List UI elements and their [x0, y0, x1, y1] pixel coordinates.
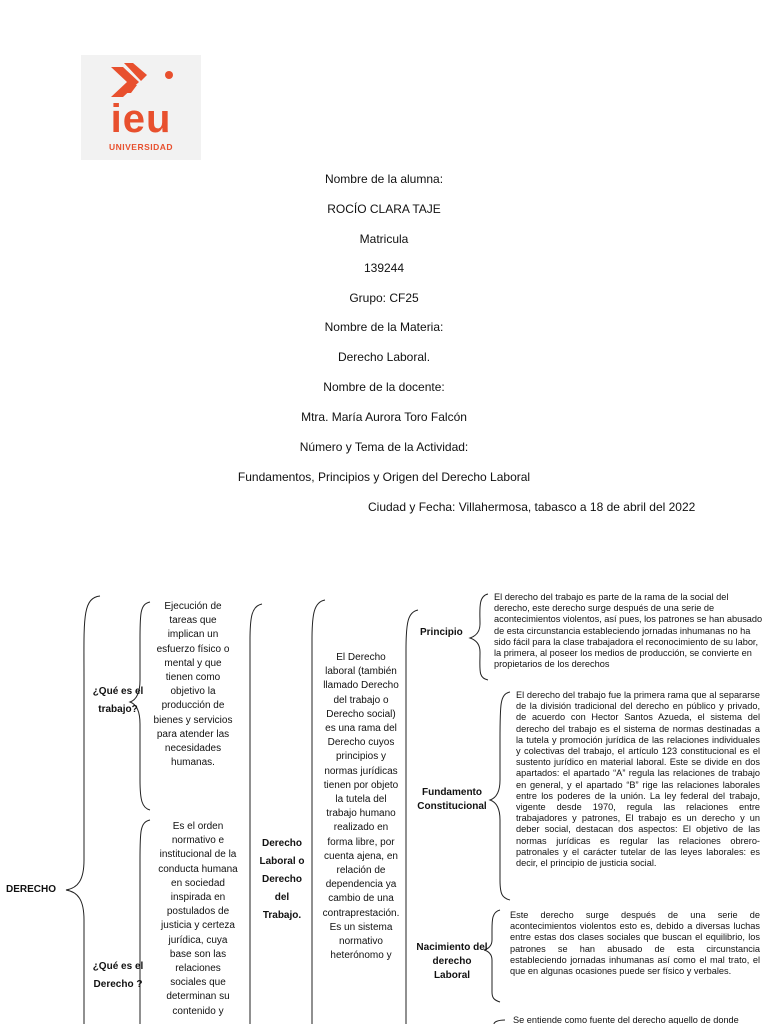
activity-label: Número y Tema de la Actividad: [299, 440, 469, 454]
fundamento-label: Fundamento Constitucional [417, 787, 487, 813]
id-label: Matricula [359, 232, 409, 246]
nacimiento-text: Este derecho surge después de una serie de acontecimientos violentos esto es, debido a diversas luchas entre estas dos clases sociales que buscan el equilibrio, los patrones se han abusado de esta circunstancia estableciendo jornadas inhumanas así como el mal trato, el que en algunas ocasiones puede ser físico y verbales. [510, 910, 760, 977]
principio-brace [470, 594, 488, 680]
city-date: Ciudad y Fecha: Villahermosa, tabasco a 18 de abril del 2022 [368, 500, 696, 514]
labor-outer-brace [250, 604, 262, 1024]
q1-label: ¿Qué es el trabajo? [92, 686, 144, 715]
root-label: DERECHO [6, 884, 57, 895]
fuente-brace [494, 1020, 505, 1024]
labor-title: Derecho Laboral o Derecho del Trabajo. [259, 838, 305, 921]
activity-name: Fundamentos, Principios y Origen del Derecho Laboral [237, 470, 531, 484]
nacimiento-label: Nacimiento del derecho Laboral [416, 942, 488, 982]
student-name: ROCÍO CLARA TAJE [327, 202, 441, 216]
labor-definition: El Derecho laboral (también llamado Derecho del trabajo o Derecho social) es una rama del Derecho cuyos principios y normas jurídicas tienen por objeto la tutela del trabajo humano realizado en forma libre, por cuenta ajena, en relación de dependencia ya cambio de una contraprestación. Es un sistema normativo heterónomo y [322, 652, 400, 962]
student-label: Nombre de la alumna: [324, 172, 444, 186]
q2-label: ¿Qué es el Derecho ? [92, 961, 144, 990]
teacher-name: Mtra. María Aurora Toro Falcón [301, 410, 467, 424]
logo-subtitle: UNIVERSIDAD [108, 142, 174, 152]
teacher-label: Nombre de la docente: [323, 380, 445, 394]
course-name: Derecho Laboral. [337, 350, 431, 364]
fuente-text: Se entiende como fuente del derecho aquello de donde [513, 1015, 739, 1024]
course-label: Nombre de la Materia: [324, 320, 444, 334]
university-logo [81, 55, 201, 160]
group: Grupo: CF25 [349, 291, 419, 305]
q1-answer: Ejecución de tareas que implican un esfuerzo físico o mental y que tienen como objetivo la producción de bienes y servicios para atender las necesidades humanas. [153, 601, 233, 769]
fundamento-text: El derecho del trabajo fue la primera rama que al separarse de la división tradicional del derecho en público y privado, de acuerdo con Hector Santos Azueda, el sistema del derecho del trabajo es el sistema de normas destinadas a la tutela y promoción jurídica de las relaciones individuales y colectivas del trabajo, el artículo 123 constitucional es el sustento jurídico en material laboral. Este se divide en dos apartados: el apartado “A” regula las relaciones de trabajo en general, y el apartado “B” rige las relaciones laborales entre los poderes de la unión. La ley federal del trabajo, vigente desde 1970, regula las relaciones entre trabajadores y patrones, El trabajo es un derecho y un deber social, destacan dos aspectos: El objetivo de las normas jurídicas es regular las relaciones obrero-patronales y el carácter tutelar de las leyes laborales: es decir, el principio de justicia social. [516, 690, 760, 869]
principio-text: El derecho del trabajo es parte de la rama de la social del derecho, este derecho surge después de una serie de acontecimientos violentos, así pues, los patrones se han abusado de esta circunstancia estableciendo jornadas inhumanas no ha sido fácil para la clase trabajadora el reconocimiento de su labor, la primera, al poseer los medios de producción, se convierte en propietarios de los derechos [494, 592, 763, 670]
q2-answer: Es el orden normativo e institucional de la conducta humana en sociedad inspirada en postulados de justicia y certeza jurídica, cuya base son las relaciones sociales que determinan su contenido y [158, 821, 238, 1017]
id-value: 139244 [363, 261, 405, 275]
logo-wordmark: ieu [110, 97, 172, 141]
principio-label: Principio [420, 627, 463, 638]
logo-chevron-icon [81, 55, 201, 100]
